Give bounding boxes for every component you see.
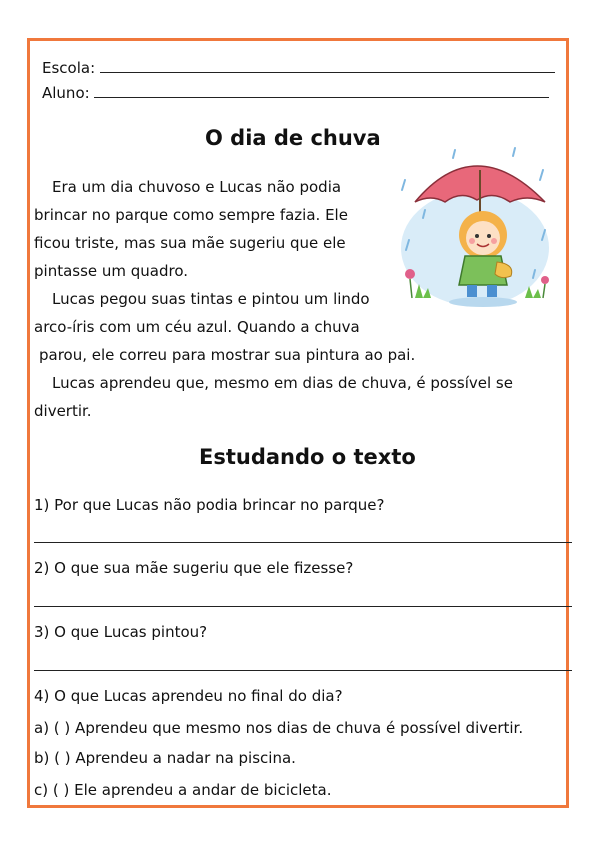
story-line: parou, ele correu para mostrar sua pintura ao pai. xyxy=(39,346,416,364)
school-blank-line[interactable] xyxy=(100,58,555,73)
story-line: divertir. xyxy=(34,402,92,420)
question-2: 2) O que sua mãe sugeriu que ele fizesse? xyxy=(34,559,354,577)
story-line: Lucas pegou suas tintas e pintou um lindo xyxy=(52,290,370,308)
school-label: Escola: xyxy=(42,59,96,77)
story-line: arco-íris com um céu azul. Quando a chuva xyxy=(34,318,360,336)
option-c[interactable]: c) ( ) Ele aprendeu a andar de bicicleta. xyxy=(34,781,332,799)
question-1: 1) Por que Lucas não podia brincar no parque? xyxy=(34,496,385,514)
answer-line-2[interactable] xyxy=(34,606,572,607)
story-line: pintasse um quadro. xyxy=(34,262,189,280)
story-line: ficou triste, mas sua mãe sugeriu que ele xyxy=(34,234,346,252)
option-b[interactable]: b) ( ) Aprendeu a nadar na piscina. xyxy=(34,749,296,767)
question-4: 4) O que Lucas aprendeu no final do dia? xyxy=(34,687,343,705)
answer-line-1[interactable] xyxy=(34,542,572,543)
student-field xyxy=(42,83,549,103)
story-title: O dia de chuva xyxy=(205,126,381,150)
girl-with-umbrella-illustration xyxy=(395,140,555,310)
answer-line-3[interactable] xyxy=(34,670,572,671)
story-line: brincar no parque como sempre fazia. Ele xyxy=(34,206,348,224)
student-blank-line[interactable] xyxy=(94,83,549,98)
story-line: Lucas aprendeu que, mesmo em dias de chuva, é possível se xyxy=(52,374,513,392)
story-line: Era um dia chuvoso e Lucas não podia xyxy=(52,178,342,196)
exercises-title: Estudando o texto xyxy=(199,445,416,469)
school-field xyxy=(42,58,555,78)
question-3: 3) O que Lucas pintou? xyxy=(34,623,208,641)
student-label: Aluno: xyxy=(42,84,90,102)
option-a[interactable]: a) ( ) Aprendeu que mesmo nos dias de chuva é possível divertir. xyxy=(34,719,524,737)
